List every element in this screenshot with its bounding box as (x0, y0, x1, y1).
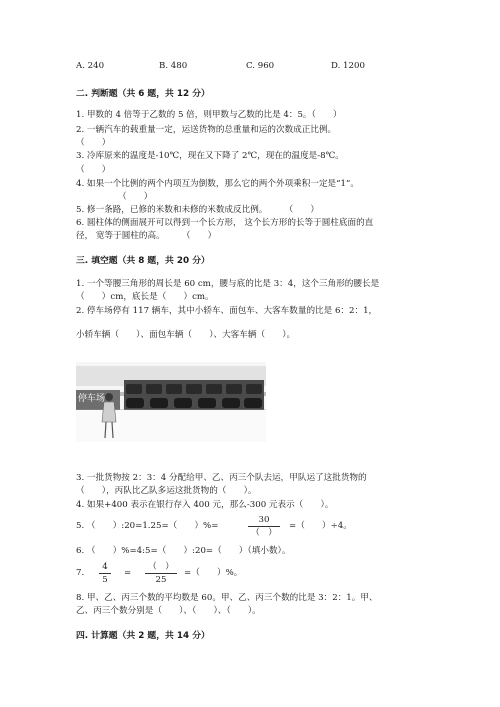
judge-q2-blank: （ ） (76, 138, 111, 148)
parking-sign-text: 停车场 (78, 394, 106, 404)
judge-q6: 6. 圆柱体的侧面展开可以得到一个长方形， 这个长方形的长等于圆柱底面的直 (76, 218, 374, 228)
q7-denominator-2: 25 (155, 575, 167, 585)
parking-lot-photo (76, 362, 266, 442)
choice-b: B. 480 (159, 61, 188, 71)
judge-q6-cont: 径， 宽等于圆柱的高。 （ ） (76, 231, 217, 241)
fill-q8: 8. 甲、乙、丙三个数的平均数是 60。甲、乙、丙三个数的比是 3：2：1。甲、 (76, 593, 378, 603)
fill-q5-cont: =（ ）÷4。 (289, 521, 352, 531)
fill-q5: 5. （ ）:20=1.25=（ ）%= (76, 521, 219, 531)
fill-q6: 6. （ ）%=4:5=（ ）:20=（ ）（填小数）。 (76, 546, 291, 556)
choice-d: D. 1200 (331, 61, 365, 71)
fill-q2: 2. 停车场停有 117 辆车，其中小轿车、面包车、大客车数量的比是 6：2：1， (76, 306, 378, 316)
fill-q7-cont: =（ ）%。 (184, 568, 243, 578)
fill-q1: 1. 一个等腰三角形的周长是 60 cm，腰与底的比是 3：4，这个三角形的腰长是 (76, 279, 380, 289)
q7-fraction-bar-2 (145, 573, 177, 574)
fill-q3-cont: （ ），丙队比乙队多运这批货物的（ ）。 (76, 486, 257, 496)
judge-q4-blank: （ ） (118, 192, 153, 202)
judge-q3: 3. 冷库原来的温度是-10℃，现在又下降了 2℃，现在的温度是-8℃。 (76, 151, 344, 161)
judge-q4: 4. 如果一个比例的两个内项互为倒数，那么它的两个外项乘积一定是“1”。 (76, 179, 359, 189)
q7-numerator-1: 4 (102, 562, 108, 572)
judge-q1: 1. 甲数的 4 倍等于乙数的 5 倍，则甲数与乙数的比是 4：5。（ ） (76, 110, 342, 120)
q5-numerator: 30 (258, 515, 270, 525)
judge-q5: 5. 修一条路，已修的米数和未修的米数成反比例。 （ ） (76, 205, 319, 215)
fill-q1-cont: （ ）cm，底长是（ ）cm。 (76, 292, 214, 302)
q7-fraction-bar-1 (99, 573, 111, 574)
fill-q3: 3. 一批货物按 2：3：4 分配给甲、乙、丙三个队去运，甲队运了这批货物的 (76, 473, 367, 483)
q5-denominator: （ ） (251, 528, 277, 538)
section3-heading: 三. 填空题（共 8 题，共 20 分） (76, 256, 210, 266)
fill-q4: 4. 如果+400 表示在银行存入 400 元，那么-300 元表示（ ）。 (76, 500, 334, 510)
choice-c: C. 960 (246, 61, 275, 71)
q5-fraction-bar (248, 526, 280, 527)
judge-q3-blank: （ ） (76, 165, 111, 175)
section2-heading: 二. 判断题（共 6 题，共 12 分） (76, 89, 210, 99)
judge-q2: 2. 一辆汽车的载重量一定，运送货物的总重量和运的次数成正比例。 (76, 125, 337, 135)
q7-denominator-1: 5 (102, 575, 108, 585)
q7-numerator-2: （ ） (148, 562, 174, 572)
section4-heading: 四. 计算题（共 2 题，共 14 分） (76, 631, 210, 641)
q7-equals: = (124, 568, 132, 578)
q7-label: 7. (76, 568, 85, 578)
fill-q8-cont: 乙、丙三个数分别是（ ）、（ ）、（ ）。 (76, 606, 261, 616)
fill-q2-cont: 小轿车辆（ ）、面包车辆（ ）、大客车辆（ ）。 (76, 330, 296, 340)
choice-a: A. 240 (76, 61, 105, 71)
